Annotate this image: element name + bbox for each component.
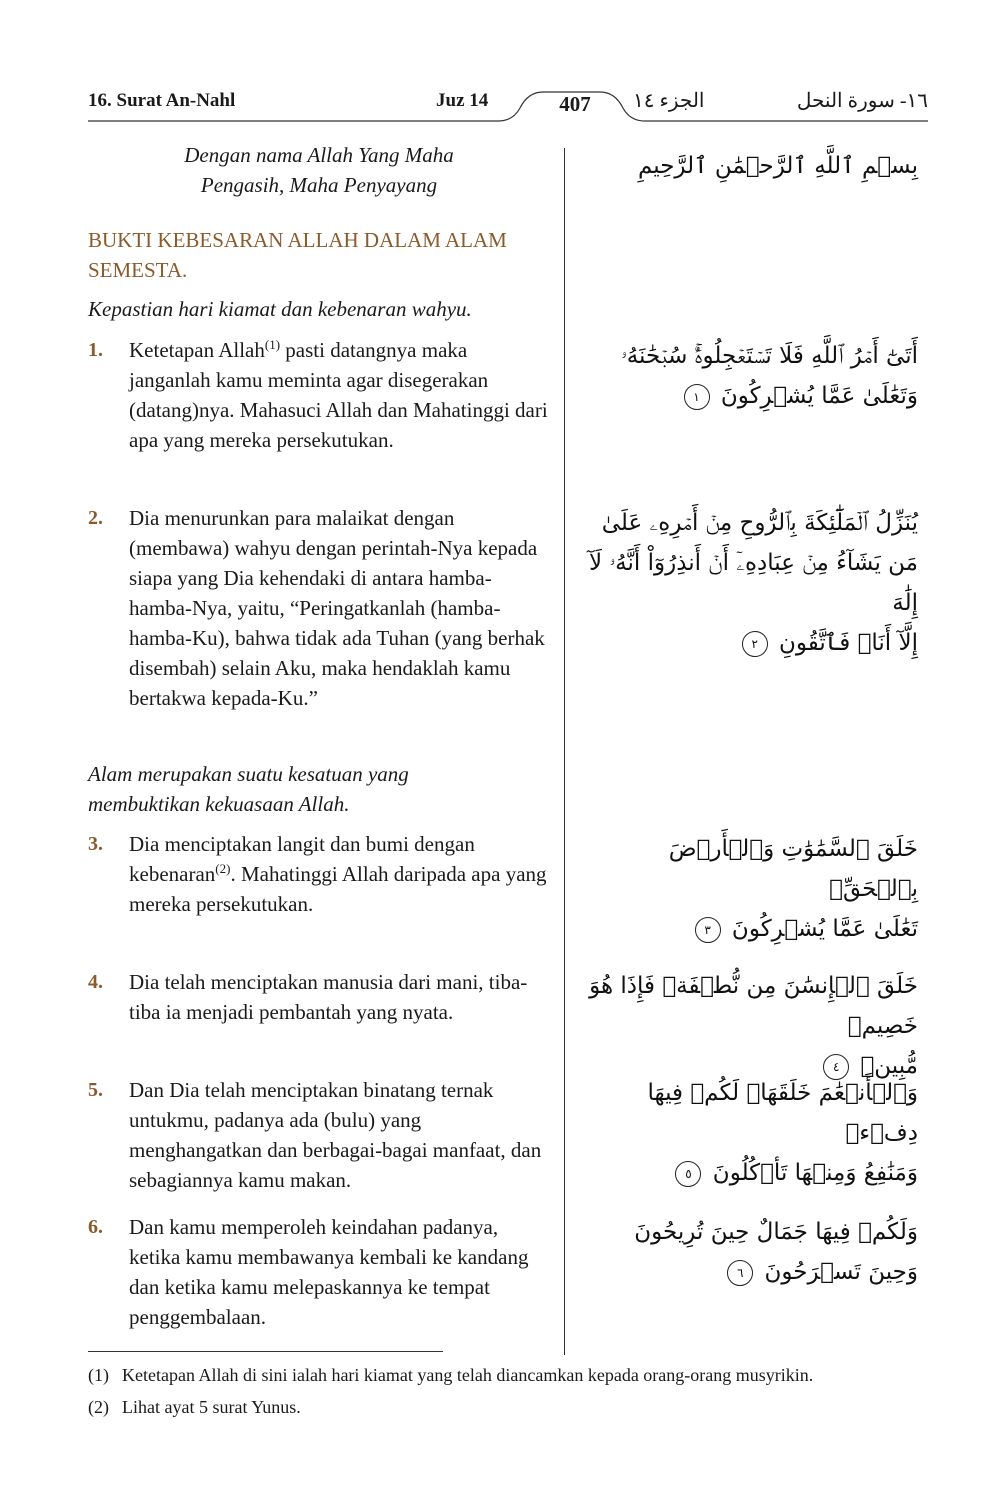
subtitle-kiamat: Kepastian hari kiamat dan kebenaran wahyu. [88,297,472,321]
verse-translation: Dan Dia telah menciptakan binatang ternak untukmu, padanya ada (bulu) yang menghangatkan dan berbagai-bagai manfaat, dan sebagiannya kamu makan. [129,1078,542,1192]
page-header [88,88,928,128]
verse-arabic: يُنَزِّلُ ٱلۡمَلَٰٓئِكَةَ بِٱلرُّوحِ مِنۡ أَمۡرِهِۦ عَلَىٰ مَن يَشَآءُ مِنۡ عِبَادِهِۦٓ أَنۡ أَنذِرُوٓاْ أَنَّهُۥ لَآ إِلَٰهَ إِلَّآ أَنَا۠ فَٱتَّقُونِ ٢ [588,510,918,656]
column-divider [564,148,565,1355]
verse-number: 1. [88,339,103,361]
surah-name-latin: 16. Surat An-Nahl [88,90,236,111]
ayah-end-marker: ١ [684,384,710,410]
juz-label-arabic: الجزء ١٤ [633,90,705,112]
section-title: BUKTI KEBESARAN ALLAH DALAM ALAM SEMESTA. [88,228,507,282]
subtitle-alam: Alam merupakan suatu kesatuan yang membuktikan kekuasaan Allah. [88,762,409,816]
ayah-end-marker: ٦ [727,1260,753,1286]
verse-number: 6. [88,1216,103,1238]
footnote-mark: (2) [88,1397,109,1417]
juz-label-latin: Juz 14 [436,90,489,111]
verse-translation: Dan kamu memperoleh keindahan padanya, ketika kamu membawanya kembali ke kandang dan ketika kamu melepaskannya ke tempat penggembalaan. [129,1215,529,1329]
verse-translation: Dia menciptakan langit dan bumi dengan kebenaran$^{(2)}$. Mahatinggi Allah daripada apa yang mereka persekutukan. [129,832,547,916]
surah-name-arabic: ١٦- سورة النحل [796,90,928,112]
verse-translation: Ketetapan Allah$^{(1)}$ pasti datangnya maka janganlah kamu meminta agar disegerakan (datang)nya. Mahasuci Allah dan Mahatinggi dari apa yang mereka persekutukan. [129,337,548,452]
ayah-end-marker: ٥ [675,1161,701,1187]
verse-arabic: خَلَقَ ٱلسَّمَٰوَٰتِ وَٱلۡأَرۡضَ بِٱلۡحَقِّۚ تَعَٰلَىٰ عَمَّا يُشۡرِكُونَ ٣ [668,836,918,942]
basmalah-translation: Dengan nama Allah Yang Maha Pengasih, Maha Penyayang [184,143,454,197]
verse-arabic: أَتَىٰٓ أَمۡرُ ٱللَّهِ فَلَا تَسۡتَعۡجِلُوهُۚ سُبۡحَٰنَهُۥ وَتَعَٰلَىٰ عَمَّا يُشۡرِكُونَ ١ [620,343,918,409]
verse-translation: Dia menurunkan para malaikat dengan (membawa) wahyu dengan perintah-Nya kepada siapa yang Dia kehendaki di antara hamba-hamba-Nya, yaitu, “Peringatkanlah (hamba-hamba-Ku), bahwa tidak ada Tuhan (yang berhak disembah) selain Aku, maka hendaklah kamu bertakwa kepada-Ku.” [129,506,545,710]
footnote-mark: (1) [88,1365,109,1385]
footnote: (2) Lihat ayat 5 surat Yunus. [88,1394,928,1420]
ayah-end-marker: ٤ [823,1054,849,1080]
footnote: (1) Ketetapan Allah di sini ialah hari kiamat yang telah diancamkan kepada orang-orang musyrikin. [88,1362,928,1388]
footnote-ref: (2) [215,861,231,876]
footnote-ref: (1) [264,337,281,352]
verse-arabic: خَلَقَ ٱلۡإِنسَٰنَ مِن نُّطۡفَةٖ فَإِذَا هُوَ خَصِيمٞ مُّبِينٞ ٤ [589,973,918,1079]
basmalah-arabic: بِسۡمِ ٱللَّهِ ٱلرَّحۡمَٰنِ ٱلرَّحِيمِ [637,153,918,179]
verse-number: 2. [88,507,103,529]
verse-number: 4. [88,971,103,993]
verse-arabic: وَلَكُمۡ فِيهَا جَمَالٌ حِينَ تُرِيحُونَ وَحِينَ تَسۡرَحُونَ ٦ [634,1219,918,1285]
footnote-separator [88,1351,443,1352]
ayah-end-marker: ٣ [695,917,721,943]
verse-number: 5. [88,1079,103,1101]
verse-translation: Dia telah menciptakan manusia dari mani, tiba-tiba ia menjadi pembantah yang nyata. [129,970,528,1024]
page-number: 407 [559,92,591,116]
ayah-end-marker: ٢ [742,631,768,657]
verse-number: 3. [88,833,103,855]
verse-arabic: وَٱلۡأَنۡعَٰمَ خَلَقَهَاۖ لَكُمۡ فِيهَا دِفۡءٞ وَمَنَٰفِعُ وَمِنۡهَا تَأۡكُلُونَ ٥ [647,1080,918,1186]
